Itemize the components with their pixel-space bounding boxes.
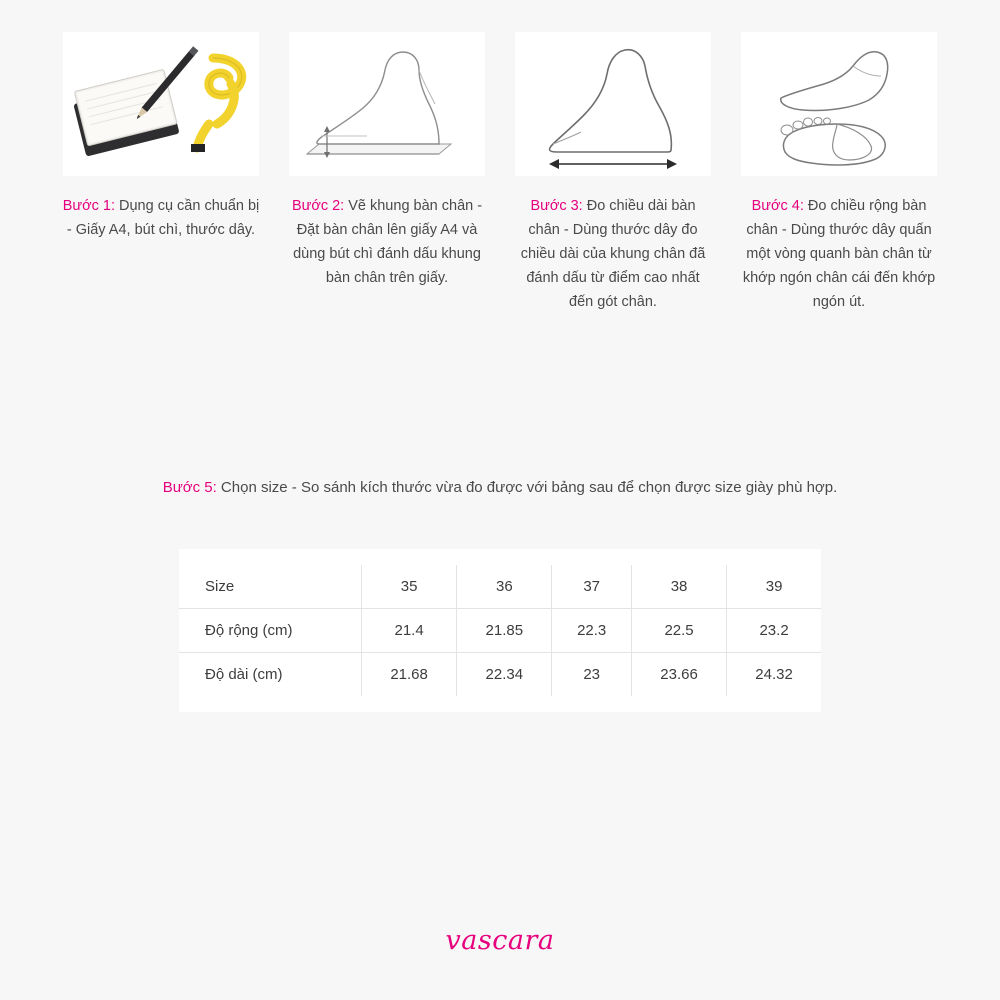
step-3-caption <box>513 194 713 314</box>
size-table-container <box>179 549 821 712</box>
length-36: 22.34 <box>457 653 552 697</box>
notebook-pencil-tape-measure-photo <box>63 32 259 176</box>
foot-on-paper-outline-illustration <box>289 32 485 176</box>
width-35: 21.4 <box>362 609 457 653</box>
table-row <box>179 609 821 653</box>
step-1-label: Bước 1: <box>62 198 115 214</box>
step-5-text: Chọn size - So sánh kích thước vừa đo được với bảng sau để chọn được size giày phù hợp. <box>216 479 838 496</box>
step-5-label: Bước 5: <box>162 479 217 496</box>
table-header-row <box>179 565 821 609</box>
step-5-caption <box>0 474 1000 501</box>
step-4-label: Bước 4: <box>751 198 804 214</box>
step-1 <box>59 32 263 314</box>
table-header-39: 39 <box>727 565 821 609</box>
step-2 <box>285 32 489 314</box>
steps-row <box>0 0 1000 314</box>
row-label-width: Độ rộng (cm) <box>179 609 362 653</box>
length-35: 21.68 <box>362 653 457 697</box>
step-4-caption <box>739 194 939 314</box>
width-38: 22.5 <box>631 609 726 653</box>
step-3-label: Bước 3: <box>530 198 583 214</box>
width-39: 23.2 <box>727 609 821 653</box>
row-label-length: Độ dài (cm) <box>179 653 362 697</box>
width-36: 21.85 <box>457 609 552 653</box>
step-3 <box>511 32 715 314</box>
step-2-text: Vẽ khung bàn chân - Đặt bàn chân lên giấy A4 và dùng bút chì đánh dấu khung bàn chân trên giấy. <box>293 198 483 286</box>
length-38: 23.66 <box>631 653 726 697</box>
foot-width-measure-illustration <box>741 32 937 176</box>
table-header-36: 36 <box>457 565 552 609</box>
foot-length-measure-illustration <box>515 32 711 176</box>
step-3-text: Đo chiều dài bàn chân - Dùng thước dây đo chiều dài của khung chân đã đánh dấu từ điểm cao nhất đến gót chân. <box>520 198 706 310</box>
step-1-text: Dụng cụ cần chuẩn bị - Giấy A4, bút chì, thước dây. <box>66 198 260 238</box>
step-1-caption <box>61 194 261 242</box>
step-2-image <box>289 32 485 176</box>
table-header-37: 37 <box>552 565 632 609</box>
width-37: 22.3 <box>552 609 632 653</box>
length-39: 24.32 <box>755 666 793 683</box>
table-header-size: Size <box>179 565 362 609</box>
footer <box>0 925 1000 956</box>
step-4-text: Đo chiều rộng bàn chân - Dùng thước dây quấn một vòng quanh bàn chân từ khớp ngón chân cái đến khớp ngón út. <box>742 198 936 310</box>
vascara-logo: vascara <box>445 925 555 956</box>
table-header-38: 38 <box>631 565 726 609</box>
size-table <box>179 565 821 696</box>
step-2-caption <box>287 194 487 290</box>
step-3-image <box>515 32 711 176</box>
table-row <box>179 653 821 697</box>
step-1-image <box>63 32 259 176</box>
step-2-label: Bước 2: <box>291 198 345 214</box>
table-header-35: 35 <box>362 565 457 609</box>
length-37: 23 <box>552 653 632 697</box>
step-4 <box>737 32 941 314</box>
step-4-image <box>741 32 937 176</box>
